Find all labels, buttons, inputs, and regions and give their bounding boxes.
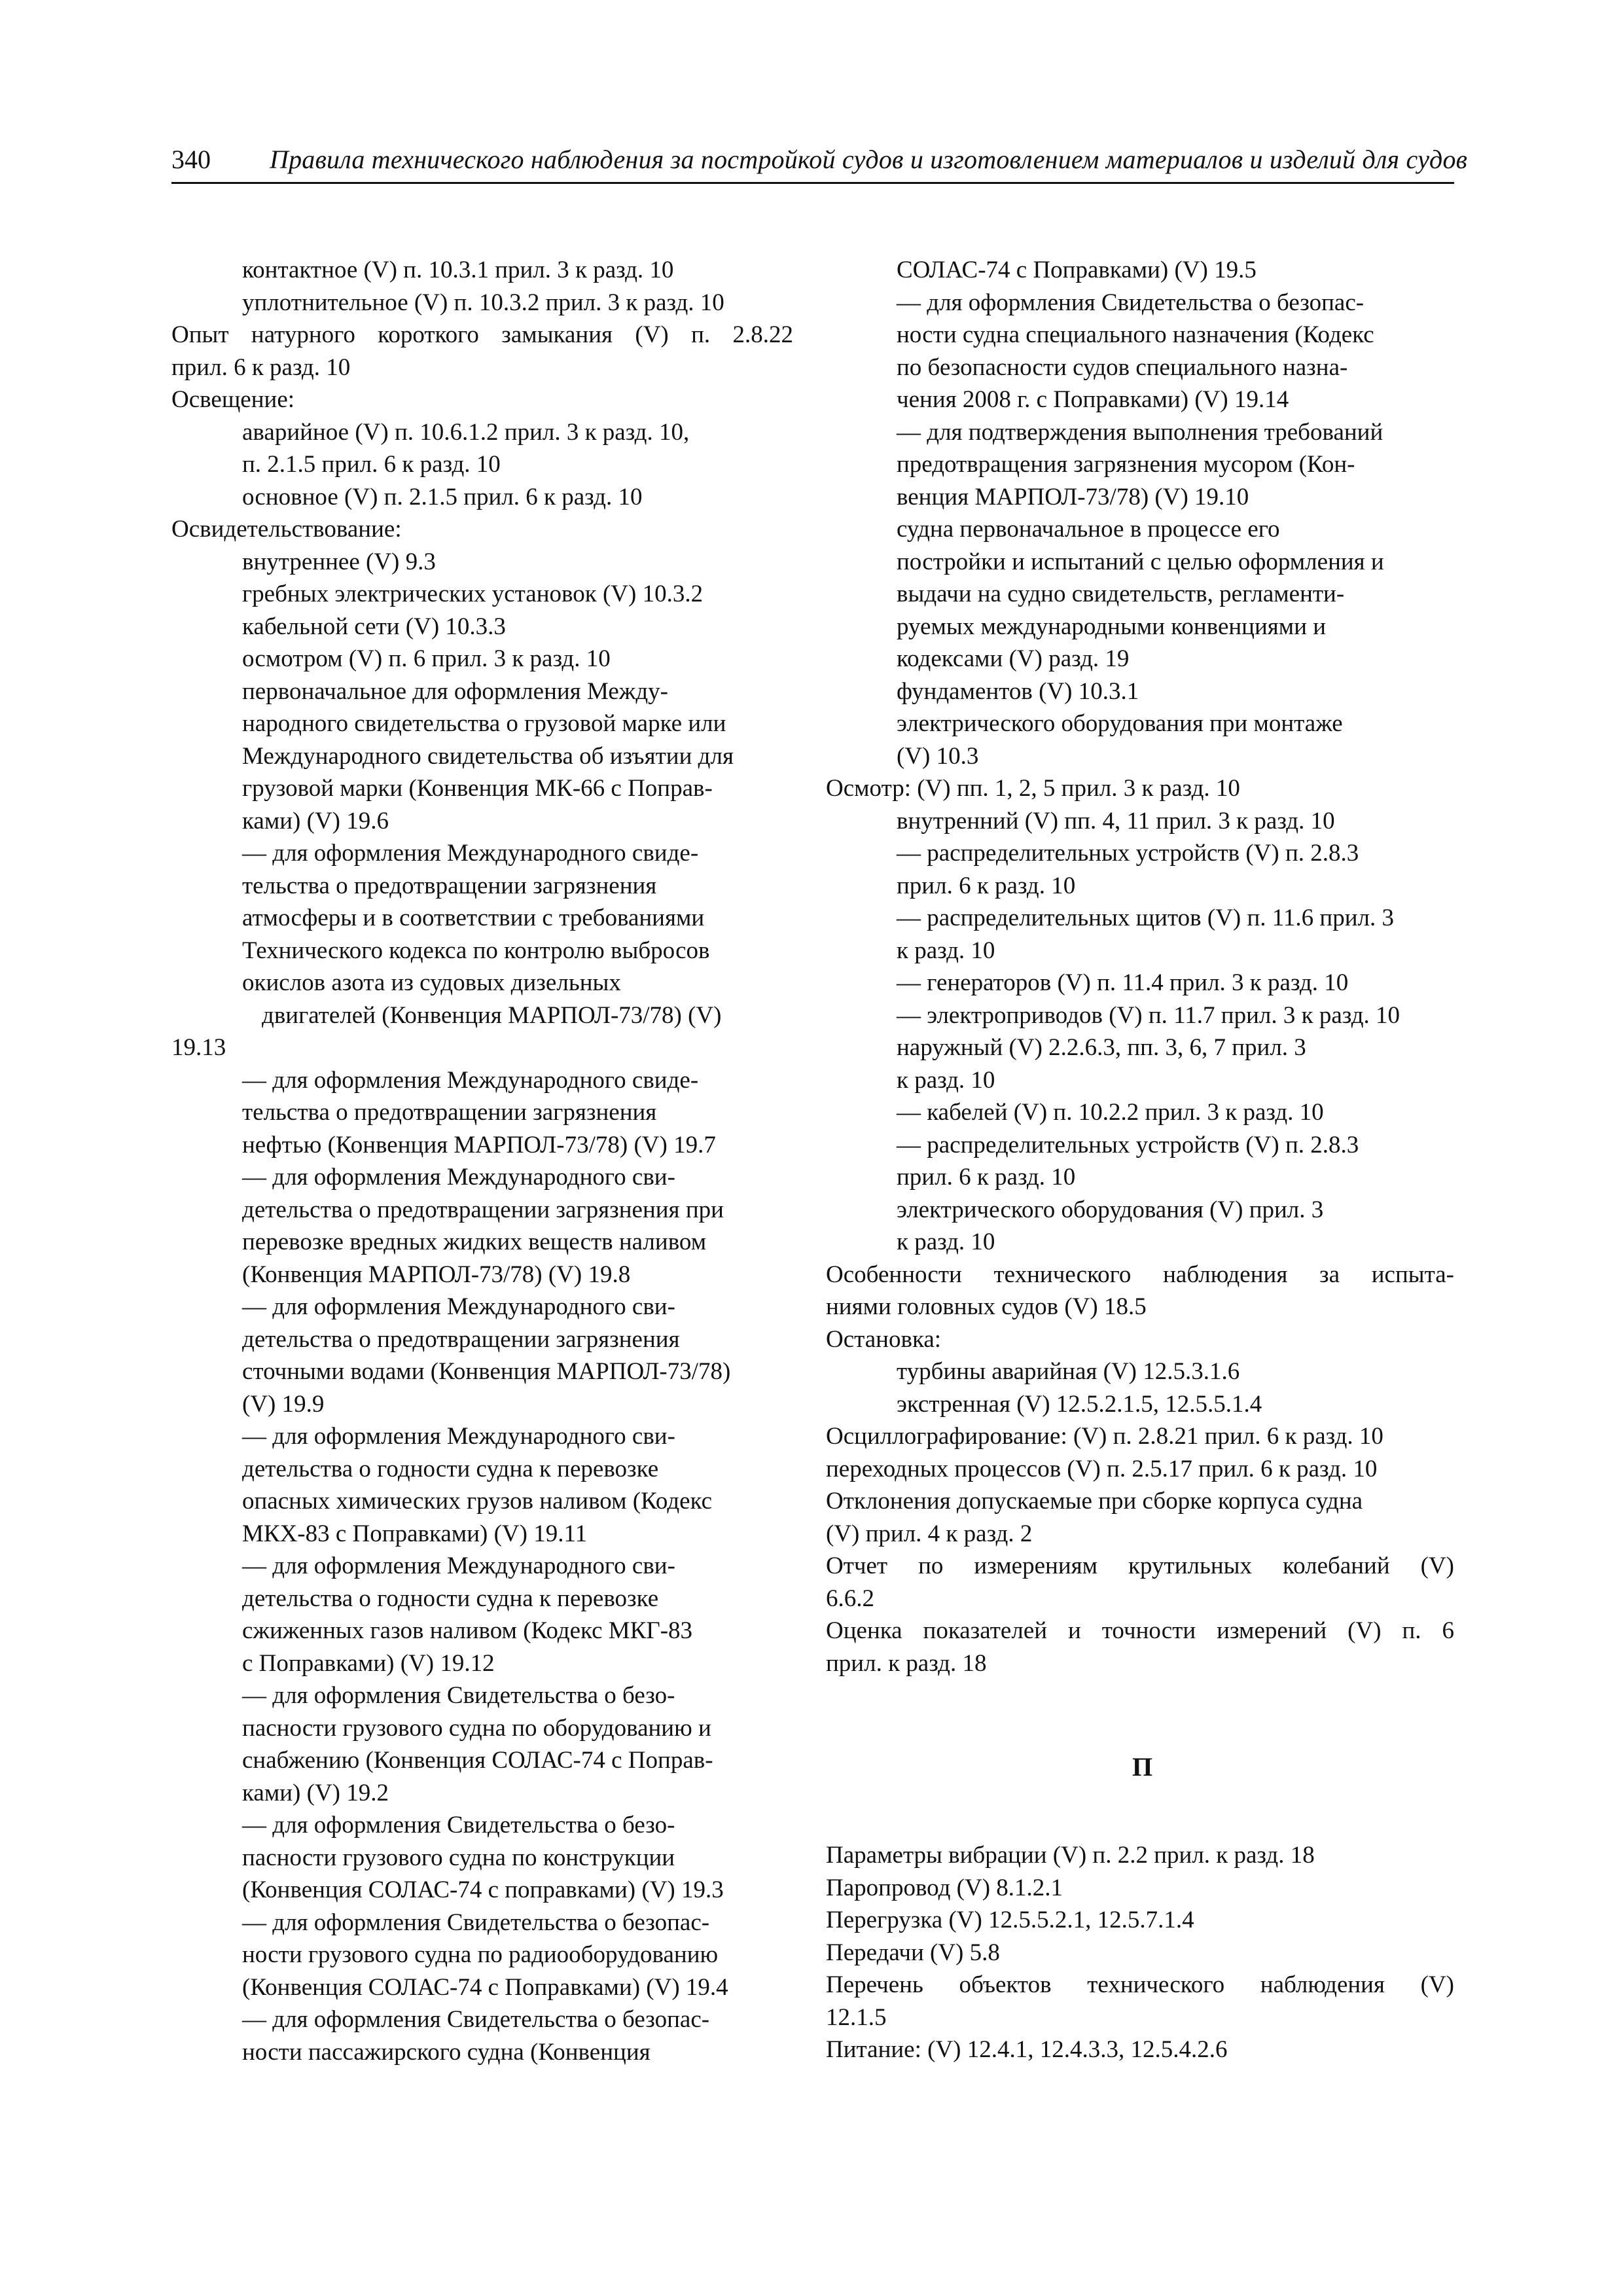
index-line: — для оформления Международного свиде- (242, 1066, 699, 1094)
index-line: ности судна специального назначения (Кодекс (897, 321, 1374, 348)
index-line: Отчет по измерениям крутильных колебаний (V) (826, 1552, 1454, 1579)
index-line: контактное (V) п. 10.3.1 прил. 3 к разд. 10 (242, 257, 674, 283)
index-line: — для оформления Международного сви- (242, 1164, 675, 1191)
index-line: — для оформления Свидетельства о безопас- (897, 289, 1364, 316)
index-line: Освидетельствование: (171, 516, 402, 543)
index-line: прил. 6 к разд. 10 (171, 353, 351, 381)
index-line: СОЛАС-74 с Поправками) (V) 19.5 (897, 257, 1257, 283)
index-line: кодексами (V) разд. 19 (897, 645, 1130, 672)
index-line: к разд. 10 (897, 1229, 995, 1255)
index-line: (V) прил. 4 к разд. 2 (826, 1520, 1033, 1547)
index-line: детельства о предотвращении загрязнения при (242, 1196, 724, 1223)
index-line: прил. к разд. 18 (826, 1649, 987, 1677)
index-line: — распределительных щитов (V) п. 11.6 прил. 3 (897, 905, 1394, 931)
index-line: пасности грузового судна по оборудованию и (242, 1714, 711, 1742)
index-line: с Поправками) (V) 19.12 (242, 1649, 495, 1677)
index-line: Паропровод (V) 8.1.2.1 (826, 1874, 1063, 1901)
index-line: руемых международными конвенциями и (897, 613, 1327, 640)
right-column (826, 254, 1454, 1679)
index-line: окислов азота из судовых дизельных (242, 969, 621, 996)
index-line: аварийное (V) п. 10.6.1.2 прил. 3 к разд. 10, (242, 418, 690, 446)
index-line: переходных процессов (V) п. 2.5.17 прил. 6 к разд. 10 (826, 1455, 1378, 1482)
index-line: электрического оборудования при монтаже (897, 710, 1343, 737)
index-line: наружный (V) 2.2.6.3, пп. 3, 6, 7 прил. 3 (897, 1034, 1306, 1061)
index-line: Параметры вибрации (V) п. 2.2 прил. к разд. 18 (826, 1842, 1315, 1869)
index-line: (Конвенция СОЛАС-74 с Поправками) (V) 19.4 (242, 1973, 728, 2001)
index-line: Перечень объектов технического наблюдения (V) (826, 1971, 1454, 1998)
index-line: основное (V) п. 2.1.5 прил. 6 к разд. 10 (242, 483, 643, 511)
index-line: предотвращения загрязнения мусором (Кон- (897, 451, 1355, 478)
index-line: народного свидетельства о грузовой марке или (242, 710, 726, 737)
index-line: (V) 19.9 (242, 1390, 325, 1418)
section-p-entries (826, 1839, 1454, 2066)
index-line: атмосферы и в соответствии с требованиями (242, 905, 705, 931)
index-line: — генераторов (V) п. 11.4 прил. 3 к разд. 10 (897, 969, 1349, 996)
index-line: к разд. 10 (897, 937, 995, 964)
index-line: Осциллографирование: (V) п. 2.8.21 прил. 6 к разд. 10 (826, 1423, 1383, 1450)
index-line: (V) 10.3 (897, 742, 979, 770)
index-line: Перегрузка (V) 12.5.5.2.1, 12.5.7.1.4 (826, 1907, 1194, 1933)
index-line: постройки и испытаний с целью оформления и (897, 548, 1384, 575)
index-line: тельства о предотвращении загрязнения (242, 872, 657, 899)
running-title: Правила технического наблюдения за постройкой судов и изготовлением материалов и изделий для судов (270, 145, 1468, 174)
index-line: Остановка: (826, 1325, 942, 1353)
index-line: тельства о предотвращении загрязнения (242, 1099, 657, 1126)
index-line: — для оформления Международного сви- (242, 1552, 675, 1579)
index-line: — для оформления Международного свиде- (242, 840, 699, 867)
index-line: 12.1.5 (826, 2003, 887, 2031)
index-line: электрического оборудования (V) прил. 3 (897, 1196, 1324, 1223)
index-line: нефтью (Конвенция МАРПОЛ-73/78) (V) 19.7 (242, 1131, 716, 1158)
index-line: венция МАРПОЛ-73/78) (V) 19.10 (897, 483, 1249, 511)
index-line: турбины аварийная (V) 12.5.3.1.6 (897, 1358, 1240, 1385)
index-line: фундаментов (V) 10.3.1 (897, 677, 1139, 705)
index-line: пасности грузового судна по конструкции (242, 1844, 675, 1871)
index-line: внутренний (V) пп. 4, 11 прил. 3 к разд. 10 (897, 807, 1335, 834)
index-line: детельства о годности судна к перевозке (242, 1455, 659, 1482)
index-line: п. 2.1.5 прил. 6 к разд. 10 (242, 451, 501, 478)
index-line: детельства о годности судна к перевозке (242, 1585, 659, 1612)
index-line: сточными водами (Конвенция МАРПОЛ-73/78) (242, 1358, 731, 1385)
index-line: по безопасности судов специального назна- (897, 353, 1348, 381)
index-line: — электроприводов (V) п. 11.7 прил. 3 к разд. 10 (897, 1001, 1400, 1029)
index-line: внутреннее (V) 9.3 (242, 548, 436, 575)
index-line: Особенности технического наблюдения за испыта- (826, 1261, 1454, 1288)
index-line: Международного свидетельства об изъятии для (242, 742, 734, 770)
page-header (171, 143, 1468, 184)
index-line: ками) (V) 19.2 (242, 1779, 389, 1806)
index-line: судна первоначальное в процессе его (897, 516, 1280, 543)
page-number: 340 (171, 145, 211, 174)
index-line: Оценка показателей и точности измерений (V) п. 6 (826, 1617, 1454, 1644)
index-line: 19.13 (171, 1034, 226, 1061)
index-line: к разд. 10 (897, 1066, 995, 1094)
index-line: экстренная (V) 12.5.2.1.5, 12.5.5.1.4 (897, 1390, 1262, 1418)
index-line: Технического кодекса по контролю выбросов (242, 937, 710, 964)
index-line: — для оформления Международного сви- (242, 1293, 675, 1320)
index-line: МКХ-83 с Поправками) (V) 19.11 (242, 1520, 588, 1547)
index-line: ниями головных судов (V) 18.5 (826, 1293, 1147, 1320)
index-line: — распределительных устройств (V) п. 2.8.3 (897, 1131, 1359, 1158)
index-line: — для оформления Свидетельства о безопас- (242, 2006, 710, 2033)
index-line: опасных химических грузов наливом (Кодекс (242, 1488, 713, 1515)
index-line: двигателей (Конвенция МАРПОЛ-73/78) (V) (262, 1001, 722, 1029)
index-line: — для оформления Свидетельства о безопас- (242, 1909, 710, 1936)
index-line: детельства о предотвращении загрязнения (242, 1325, 680, 1353)
index-line: Опыт натурного короткого замыкания (V) п. 2.8.22 (171, 321, 793, 348)
index-line: сжиженных газов наливом (Кодекс МКГ-83 (242, 1617, 693, 1644)
index-line: чения 2008 г. с Поправками) (V) 19.14 (897, 386, 1289, 413)
index-line: перевозке вредных жидких веществ наливом (242, 1229, 707, 1255)
index-line: — для оформления Международного сви- (242, 1423, 675, 1450)
index-line: — для оформления Свидетельства о безо- (242, 1682, 675, 1709)
index-line: кабельной сети (V) 10.3.3 (242, 613, 506, 640)
index-line: выдачи на судно свидетельств, регламенти- (897, 581, 1345, 607)
index-line: первоначальное для оформления Между- (242, 677, 668, 705)
index-line: 6.6.2 (826, 1585, 874, 1612)
index-line: прил. 6 к разд. 10 (897, 1164, 1076, 1191)
index-line: — для подтверждения выполнения требований (897, 418, 1383, 446)
index-line: грузовой марки (Конвенция МК-66 с Поправ- (242, 775, 713, 802)
index-line: прил. 6 к разд. 10 (897, 872, 1076, 899)
index-line: Питание: (V) 12.4.1, 12.4.3.3, 12.5.4.2.6 (826, 2036, 1228, 2063)
index-line: ности грузового судна по радиооборудованию (242, 1941, 719, 1968)
index-line: Отклонения допускаемые при сборке корпуса судна (826, 1488, 1363, 1515)
index-line: гребных электрических установок (V) 10.3.2 (242, 581, 704, 607)
index-line: — для оформления Свидетельства о безо- (242, 1812, 675, 1839)
index-line: — распределительных устройств (V) п. 2.8.3 (897, 840, 1359, 867)
index-line: ками) (V) 19.6 (242, 807, 389, 834)
index-line: ности пассажирского судна (Конвенция (242, 2038, 651, 2066)
left-column (171, 254, 793, 2068)
index-line: Передачи (V) 5.8 (826, 1939, 1000, 1966)
index-line: уплотнительное (V) п. 10.3.2 прил. 3 к разд. 10 (242, 289, 724, 316)
index-line: снабжению (Конвенция СОЛАС-74 с Поправ- (242, 1747, 713, 1774)
section-letter: П (1132, 1752, 1153, 1782)
index-line: Осмотр: (V) пп. 1, 2, 5 прил. 3 к разд. 10 (826, 775, 1240, 802)
index-line: осмотром (V) п. 6 прил. 3 к разд. 10 (242, 645, 611, 672)
index-line: (Конвенция СОЛАС-74 с поправками) (V) 19.3 (242, 1876, 724, 1903)
index-line: — кабелей (V) п. 10.2.2 прил. 3 к разд. 10 (897, 1099, 1324, 1126)
index-line: Освещение: (171, 386, 295, 413)
index-line: (Конвенция МАРПОЛ-73/78) (V) 19.8 (242, 1261, 631, 1288)
